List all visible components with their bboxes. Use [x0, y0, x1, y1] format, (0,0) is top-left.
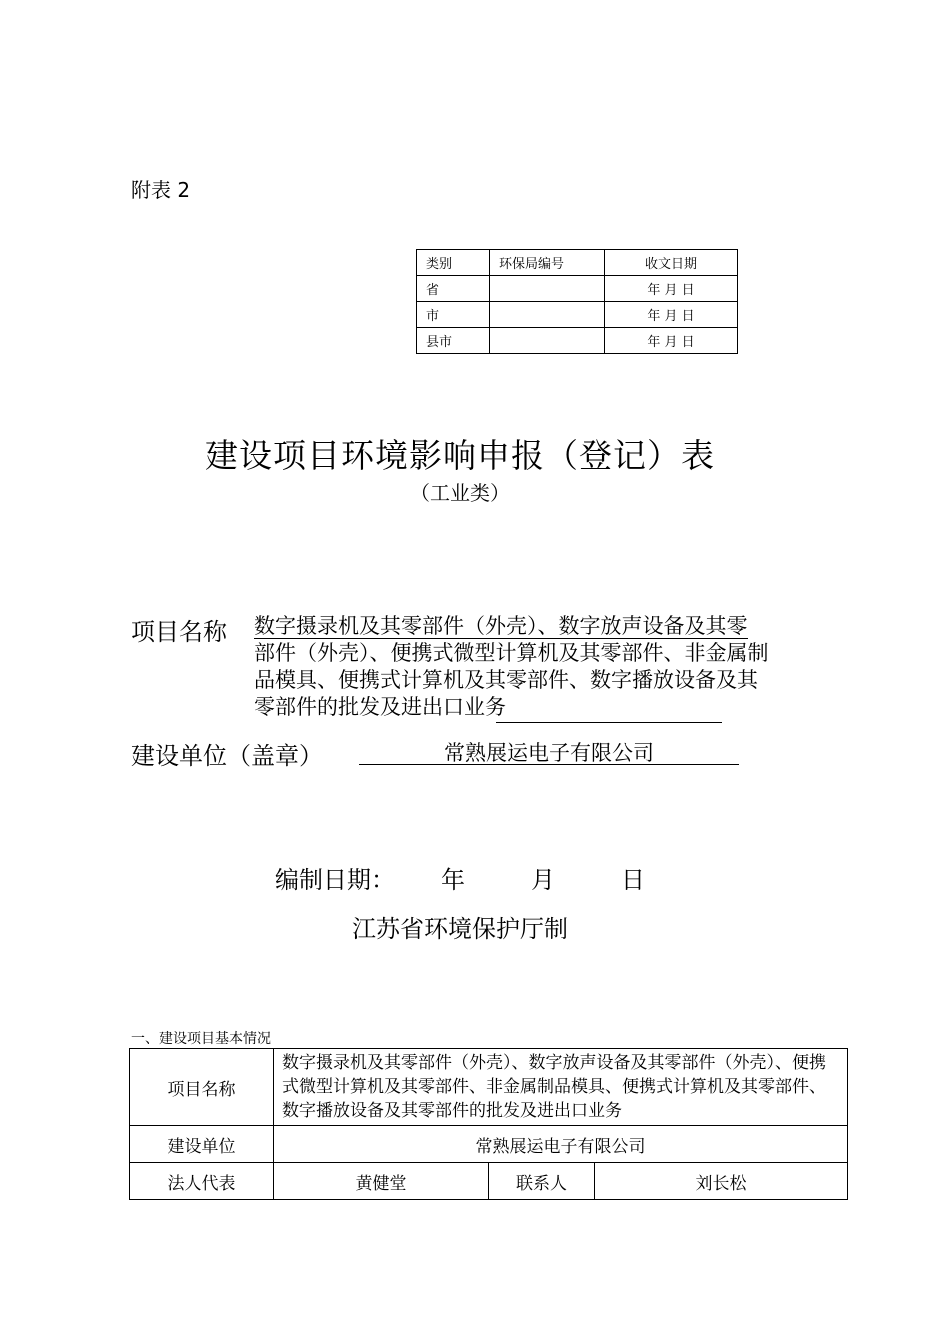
contact-label: 联系人 [489, 1163, 595, 1200]
registry-table [416, 249, 738, 354]
registry-category: 省 [417, 276, 490, 302]
construction-unit-label: 建设单位（盖章） [131, 742, 323, 770]
unit-cell-label: 建设单位 [130, 1126, 274, 1163]
table-row [130, 1163, 848, 1200]
registry-header-date: 收文日期 [605, 250, 738, 276]
contact-value: 刘长松 [595, 1163, 848, 1200]
registry-date: 年 月 日 [605, 276, 738, 302]
project-name-cell-value: 数字摄录机及其零部件（外壳）、数字放声设备及其零部件（外壳）、便携式微型计算机及其零部件、非金属制品模具、便携式计算机及其零部件、数字播放设备及其零部件的批发及进出口业务 [274, 1049, 848, 1126]
document-subtitle: （工业类） [410, 481, 510, 505]
project-name-line: 零部件的批发及进出口业务 [254, 695, 506, 719]
project-name-label: 项目名称 [131, 618, 227, 646]
section-title: 一、建设项目基本情况 [131, 1031, 271, 1047]
registry-row [417, 276, 738, 302]
registry-category: 市 [417, 302, 490, 328]
table-row [130, 1126, 848, 1163]
compile-date-year: 年 [441, 866, 465, 894]
legal-rep-value: 黄健堂 [274, 1163, 489, 1200]
registry-number [490, 328, 605, 354]
table-row [130, 1049, 848, 1126]
project-name-line-text: 数字摄录机及其零部件（外壳）、数字放声设备及其零 [254, 614, 748, 638]
registry-header-row [417, 250, 738, 276]
unit-cell-value: 常熟展运电子有限公司 [274, 1126, 848, 1163]
compile-date-day: 日 [621, 866, 645, 894]
project-name-value [254, 613, 794, 721]
construction-unit-underline [359, 764, 739, 765]
registry-row [417, 302, 738, 328]
project-name-cell-label: 项目名称 [130, 1049, 274, 1126]
registry-number [490, 302, 605, 328]
compile-date-label: 编制日期： [275, 866, 395, 894]
registry-date: 年 月 日 [605, 328, 738, 354]
legal-rep-label: 法人代表 [130, 1163, 274, 1200]
project-name-line: 品模具、便携式计算机及其零部件、数字播放设备及其 [254, 668, 758, 692]
registry-header-number: 环保局编号 [490, 250, 605, 276]
registry-number [490, 276, 605, 302]
registry-date: 年 月 日 [605, 302, 738, 328]
basic-info-table [129, 1048, 848, 1200]
registry-row [417, 328, 738, 354]
project-name-line [254, 613, 794, 640]
registry-header-category: 类别 [417, 250, 490, 276]
document-title: 建设项目环境影响申报（登记）表 [205, 436, 715, 475]
project-name-line: 部件（外壳）、便携式微型计算机及其零部件、非金属制 [254, 641, 769, 665]
registry-category: 县市 [417, 328, 490, 354]
compile-date-month: 月 [531, 866, 555, 894]
annex-label: 附表 2 [131, 178, 191, 202]
issuer: 江苏省环境保护厅制 [352, 915, 568, 943]
project-name-underline [496, 722, 722, 723]
construction-unit-value: 常熟展运电子有限公司 [444, 741, 654, 765]
